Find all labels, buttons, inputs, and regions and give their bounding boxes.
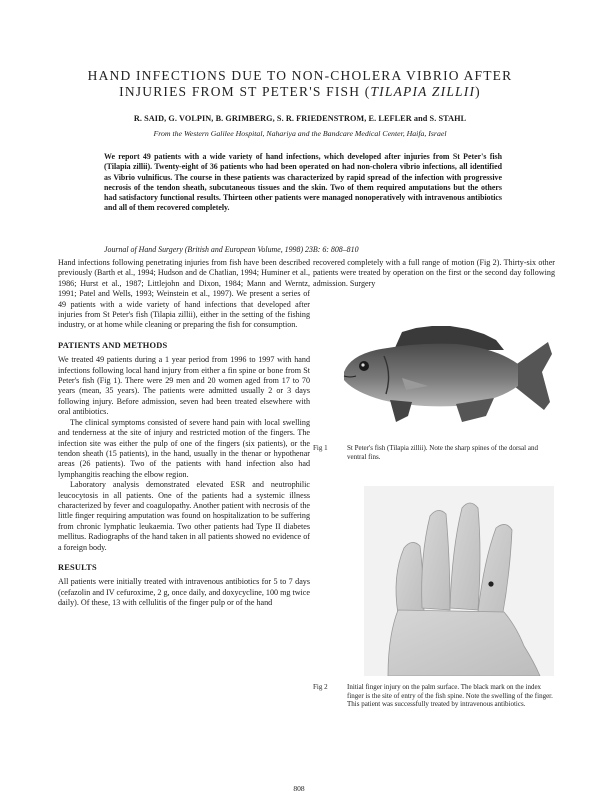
page-number: 808 <box>293 784 305 793</box>
title-species-name: TILAPIA ZILLII <box>370 84 476 99</box>
methods-paragraph-2: The clinical symptoms consisted of severe hand pain with local swelling and tenderness at the site of injury and restricted motion of the fingers. The infection site was either the pulp of one of the fingers (six patients), or the tendon sheath (15 patients), in the hand, usually in the thenar or hypothenar areas (26 patients). Two of the patients with hand infection also had lymphangitis reaching the elbow region. <box>58 417 310 479</box>
journal-citation: Journal of Hand Surgery (British and European Volume, 1998) 23B: 6: 808–810 <box>104 245 359 254</box>
figure-2-label: Fig 2 <box>313 683 328 691</box>
author-list: R. SAID, G. VOLPIN, B. GRIMBERG, S. R. FRIEDENSTROM, E. LEFLER and S. STAHL <box>133 114 467 123</box>
methods-heading: PATIENTS AND METHODS <box>58 340 168 350</box>
figure-1-caption <box>313 444 558 464</box>
results-heading: RESULTS <box>58 562 97 572</box>
methods-paragraph-1: We treated 49 patients during a 1 year period from 1996 to 1997 with hand infections following local hand injury from either a fin spine or bone from St Peter's fish (Fig 1). There were 29 men and 20 women aged from 17 to 70 years (mean, 35 years). The patients were admitted usually 2 or 3 days following injury. Before admission, seven had been treated elsewhere with oral antibiotics. <box>58 355 310 417</box>
figure-1-caption-text: St Peter's fish (Tilapia zillii). Note the sharp spines of the dorsal and ventral fins. <box>347 444 538 461</box>
right-column <box>313 258 555 289</box>
hand-photo <box>364 486 554 676</box>
title-line-2-end: ) <box>475 84 481 99</box>
injury-mark <box>488 581 493 586</box>
right-paragraph-1: recovered completely with a full range of motion (Fig 2). Thirty-six other patients were treated by operation on the first or the second day following admission. Surgery <box>313 258 555 288</box>
article-title <box>40 68 560 100</box>
figure-2-caption <box>313 683 558 723</box>
intro-paragraph: Hand infections following penetrating injuries from fish have been described previously (Barth et al., 1994; Hudson and de Chatlian, 1994; Huminer et al., 1986; Hurst et al., 1987; Littlejohn and Dixon, 1984; Mann and Werntz, 1991; Patel and Wells, 1993; Weinstein et al., 1997). We present a series of 49 patients with a wide variety of hand infections that developed after injuries from St Peter's fish (Tilapia zillii), either in the setting of the fishing industry, or at home while cleaning or preparing the fish for consumption. <box>58 258 310 330</box>
abstract: We report 49 patients with a wide variety of hand infections, which developed after injuries from St Peter's fish (Tilapia zillii). Twenty-eight of 36 patients who had been operated on had non-cholera vibrio infections, all identified as Vibrio vulnificus. The course in these patients was characterized by rapid spread of the infection with progressive necrosis of the tendon sheath, subcutaneous tissues and the skin. Two of them required amputations but the others had satisfactory functional results. Thirteen other patients were managed nonoperatively with intravenous antibiotics and all of them recovered completely. <box>104 152 502 213</box>
figure-1-label: Fig 1 <box>313 444 328 452</box>
results-paragraph-1: All patients were initially treated with intravenous antibiotics for 5 to 7 days (cefazolin and IV cefuroxime, 2 g, once daily, and doxycycline, 100 mg twice daily). Of these, 13 with cellulitis of the finger pulp or of the hand <box>58 577 310 608</box>
affiliation: From the Western Galilee Hospital, Nahariya and the Bandcare Medical Center, Haifa, Israel <box>153 129 447 138</box>
figure-2-caption-text: Initial finger injury on the palm surface. The black mark on the index finger is the site of entry of the fish spine. Note the swelling of the finger. This patient was successfully treated by intravenous antibiotics. <box>347 683 553 709</box>
title-line-2 <box>40 84 560 100</box>
left-column <box>58 258 310 609</box>
title-line-2-start: INJURIES FROM ST PETER'S FISH ( <box>119 84 371 99</box>
fish-photo <box>336 320 554 430</box>
title-line-1: HAND INFECTIONS DUE TO NON-CHOLERA VIBRIO AFTER <box>87 68 513 83</box>
methods-paragraph-3: Laboratory analysis demonstrated elevated ESR and neutrophilic leucocytosis in all patients. One of the patients had a systemic illness characterized by fever and coagulopathy. Another patient with necrosis of the little finger requiring amputation was found on hospitalization to be suffering from chronic lymphatic leukaemia. Two other patients had Type II diabetes mellitus. Radiographs of the hand taken in all patients showed no evidence of a foreign body. <box>58 480 310 552</box>
